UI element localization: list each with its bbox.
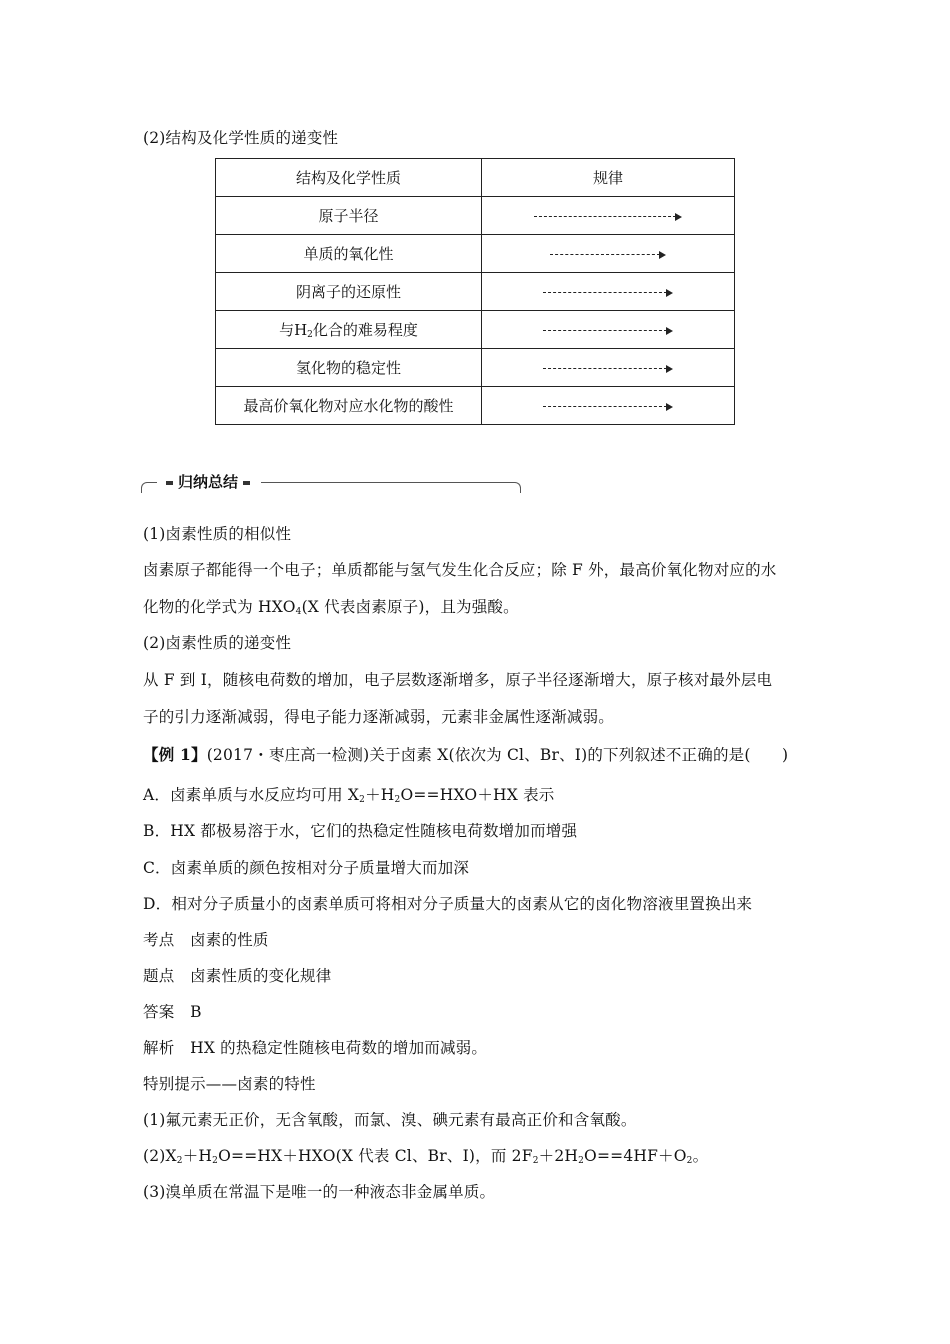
table-row (216, 349, 735, 387)
option-c: C．卤素单质的颜色按相对分子质量增大而加深 (143, 859, 470, 877)
right-arrow-icon (543, 288, 673, 298)
table-cell-rule (482, 311, 735, 349)
table-row (216, 311, 735, 349)
summary-label: 归纳总结 (178, 473, 239, 491)
table-row (216, 197, 735, 235)
gradation-text: 子的引力逐渐减弱，得电子能力逐渐减弱，元素非金属性逐渐减弱。 (143, 708, 615, 726)
example-source: (2017・枣庄高一检测)关于卤素 X(依次为 Cl、Br、I)的下列叙述不正确的是( ) (206, 746, 789, 764)
gradation-title: (2)卤素性质的递变性 (143, 634, 292, 652)
summary-label-box (157, 472, 261, 492)
tips-title: 特别提示——卤素的特性 (143, 1075, 316, 1093)
table-cell-property: 原子半径 (216, 197, 482, 235)
bullet-mark-icon (166, 481, 173, 485)
option-d: D．相对分子质量小的卤素单质可将相对分子质量大的卤素从它的卤化物溶液里置换出来 (143, 895, 753, 913)
section-title: (2)结构及化学性质的递变性 (143, 129, 339, 147)
analysis: 解析 HX 的热稳定性随核电荷数的增加而减弱。 (143, 1039, 488, 1057)
table-cell-property: 氢化物的稳定性 (216, 349, 482, 387)
table-header-row (216, 159, 735, 197)
right-arrow-icon (550, 250, 666, 260)
option-b: B．HX 都极易溶于水，它们的热稳定性随核电荷数增加而增强 (143, 822, 578, 840)
similarity-title: (1)卤素性质的相似性 (143, 525, 292, 543)
tip-item: (1)氟元素无正价，无含氧酸，而氯、溴、碘元素有最高正价和含氧酸。 (143, 1111, 637, 1129)
right-arrow-icon (534, 212, 682, 222)
table-row (216, 387, 735, 425)
table-cell-rule (482, 273, 735, 311)
table-row (216, 235, 735, 273)
similarity-text: 卤素原子都能得一个电子；单质都能与氢气发生化合反应；除 F 外，最高价氧化物对应的水 (143, 561, 777, 579)
tip-item: (3)溴单质在常温下是唯一的一种液态非金属单质。 (143, 1183, 496, 1201)
answer: 答案 B (143, 1003, 202, 1021)
example-tag: 【例 1】 (143, 745, 207, 764)
properties-table (215, 158, 735, 425)
bullet-mark-icon (243, 481, 250, 485)
table-row (216, 273, 735, 311)
table-header-rule: 规律 (482, 159, 735, 197)
gradation-text: 从 F 到 I，随核电荷数的增加，电子层数逐渐增多，原子半径逐渐增大，原子核对最外层电 (143, 671, 773, 689)
table-cell-rule (482, 235, 735, 273)
summary-heading (141, 472, 521, 494)
table-cell-property: 单质的氧化性 (216, 235, 482, 273)
table-header-property: 结构及化学性质 (216, 159, 482, 197)
kaodian: 考点 卤素的性质 (143, 931, 269, 949)
table-cell-property: 最高价氧化物对应水化物的酸性 (216, 387, 482, 425)
tip-item: $(2)X_2+H_2O==HX+HXO(X$ 代表 Cl、Br、I)，而 $2F_2+2H_2O==4HF+O_2$。 (143, 1147, 709, 1166)
table-cell-text: 与$H_2$化合的难易程度 (279, 321, 418, 340)
example-question (143, 744, 788, 766)
right-arrow-icon (543, 326, 673, 336)
option-a: A．卤素单质与水反应均可用 $X_2+H_2O==HXO+HX$ 表示 (143, 786, 555, 805)
tidian: 题点 卤素性质的变化规律 (143, 967, 332, 985)
table-cell-property: 阴离子的还原性 (216, 273, 482, 311)
right-arrow-icon (543, 402, 673, 412)
table-cell-rule (482, 349, 735, 387)
right-arrow-icon (543, 364, 673, 374)
table-cell-property (216, 311, 482, 349)
similarity-text: 化物的化学式为 $HXO_4(X$ 代表卤素原子)，且为强酸。 (143, 598, 519, 617)
table-cell-rule (482, 197, 735, 235)
table-cell-rule (482, 387, 735, 425)
